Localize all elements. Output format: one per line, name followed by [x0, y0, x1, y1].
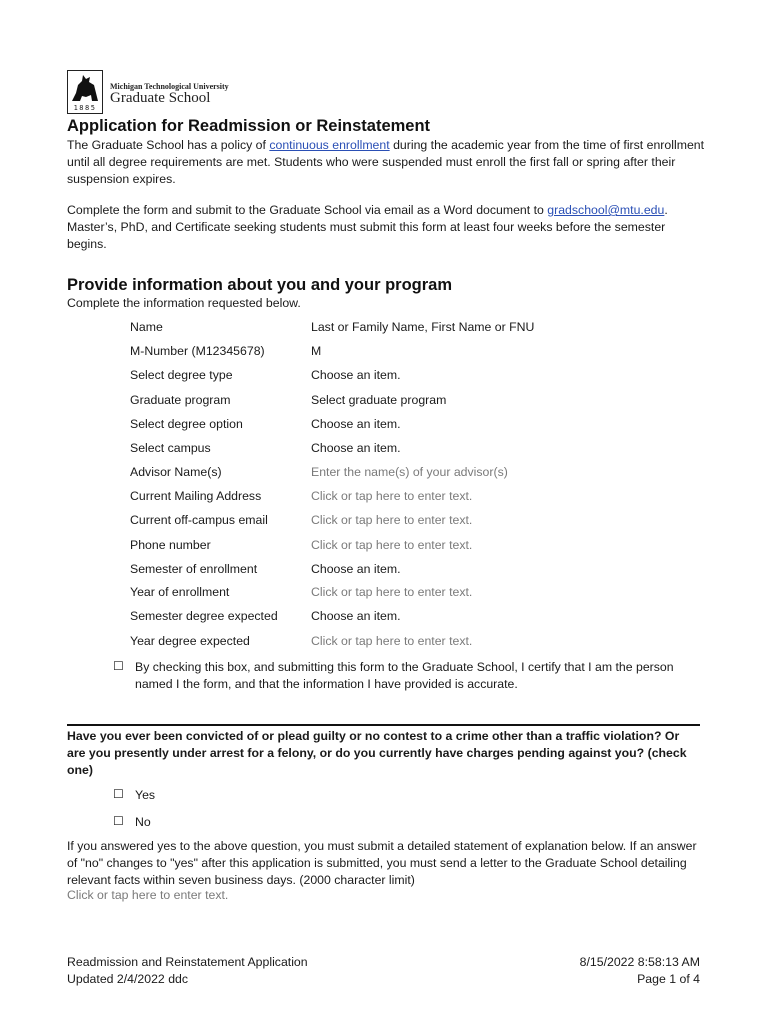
degree-option-select[interactable]: Choose an item. — [311, 417, 401, 431]
year-enrollment-field[interactable]: Click or tap here to enter text. — [311, 585, 473, 599]
footer-page-number: Page 1 of 4 — [637, 972, 700, 986]
conviction-question: Have you ever been convicted of or plead guilty or no contest to a crime other than a traffic violation? Or are you presently under arrest for a felony, or do you currently have charges pending against you? (check one) — [67, 729, 687, 777]
field-label: Select campus — [130, 441, 211, 455]
intro-text: Complete the form and submit to the Graduate School via email as a Word document to — [67, 203, 548, 217]
school-name: Graduate School — [110, 90, 211, 106]
mailing-address-field[interactable]: Click or tap here to enter text. — [311, 489, 473, 503]
intro-text: The Graduate School has a policy of — [67, 138, 270, 152]
year-degree-expected-field[interactable]: Click or tap here to enter text. — [311, 634, 473, 648]
field-label: Phone number — [130, 538, 211, 552]
no-label: No — [135, 815, 151, 829]
university-name: Michigan Technological University — [110, 82, 229, 91]
offcampus-email-field[interactable]: Click or tap here to enter text. — [311, 513, 473, 527]
certify-text: By checking this box, and submitting this form to the Graduate School, I certify that I am the person named I the form, and that the information I have provided is accurate. — [135, 660, 674, 691]
field-label: Year of enrollment — [130, 585, 230, 599]
semester-degree-expected-select[interactable]: Choose an item. — [311, 609, 401, 623]
degree-type-select[interactable]: Choose an item. — [311, 368, 401, 382]
footer-updated: Updated 2/4/2022 ddc — [67, 972, 189, 986]
certify-checkbox[interactable]: ☐ — [113, 659, 124, 673]
yes-checkbox[interactable]: ☐ — [113, 787, 124, 801]
continuous-enrollment-link[interactable]: continuous enrollment — [269, 138, 390, 152]
field-label: Graduate program — [130, 393, 231, 407]
graduate-program-select[interactable]: Select graduate program — [311, 393, 447, 407]
intro-paragraph-2 — [67, 202, 707, 253]
field-label: M-Number (M12345678) — [130, 344, 265, 358]
field-label: Select degree type — [130, 368, 233, 382]
advisor-name-field[interactable]: Enter the name(s) of your advisor(s) — [311, 465, 508, 479]
intro-paragraph-1 — [67, 137, 707, 188]
section-heading: Provide information about you and your program — [67, 276, 453, 294]
field-label: Current off-campus email — [130, 513, 268, 527]
yes-label: Yes — [135, 788, 156, 802]
name-field[interactable]: Last or Family Name, First Name or FNU — [311, 320, 535, 334]
logo-year: 1885 — [73, 104, 97, 112]
field-label: Advisor Name(s) — [130, 465, 222, 479]
phone-number-field[interactable]: Click or tap here to enter text. — [311, 538, 473, 552]
semester-enrollment-select[interactable]: Choose an item. — [311, 562, 401, 576]
footer-doc-title: Readmission and Reinstatement Application — [67, 955, 308, 969]
footer-timestamp: 8/15/2022 8:58:13 AM — [579, 955, 700, 969]
intro-text: . Master’s, PhD, and Certificate seeking students must submit this form at least four weeks before the semester begins. — [67, 203, 668, 251]
campus-select[interactable]: Choose an item. — [311, 441, 401, 455]
page-title: Application for Readmission or Reinstatement — [67, 117, 431, 135]
explanation-instructions: If you answered yes to the above question, you must submit a detailed statement of explanation below. If an answer of "no" changes to "yes" after this application is submitted, you must send a letter to the Graduate School detailing relevant facts within seven business days. (2000 character limit) — [67, 839, 697, 887]
field-label: Current Mailing Address — [130, 489, 262, 503]
intro-text: during the academic year from the time of first enrollment until all degree requirements are met. Students who were suspended must enroll the first fall or spring after their suspension expires. — [67, 138, 705, 186]
field-label: Name — [130, 320, 163, 334]
explanation-field[interactable]: Click or tap here to enter text. — [67, 888, 229, 902]
section-subheading: Complete the information requested below. — [67, 296, 301, 310]
gradschool-email-link[interactable]: gradschool@mtu.edu — [547, 203, 665, 217]
m-number-field[interactable]: M — [311, 344, 322, 358]
field-label: Semester of enrollment — [130, 562, 258, 576]
field-label: Select degree option — [130, 417, 243, 431]
field-label: Year degree expected — [130, 634, 250, 648]
field-label: Semester degree expected — [130, 609, 278, 623]
husky-icon — [68, 71, 101, 103]
no-checkbox[interactable]: ☐ — [113, 814, 124, 828]
section-divider — [67, 724, 700, 726]
